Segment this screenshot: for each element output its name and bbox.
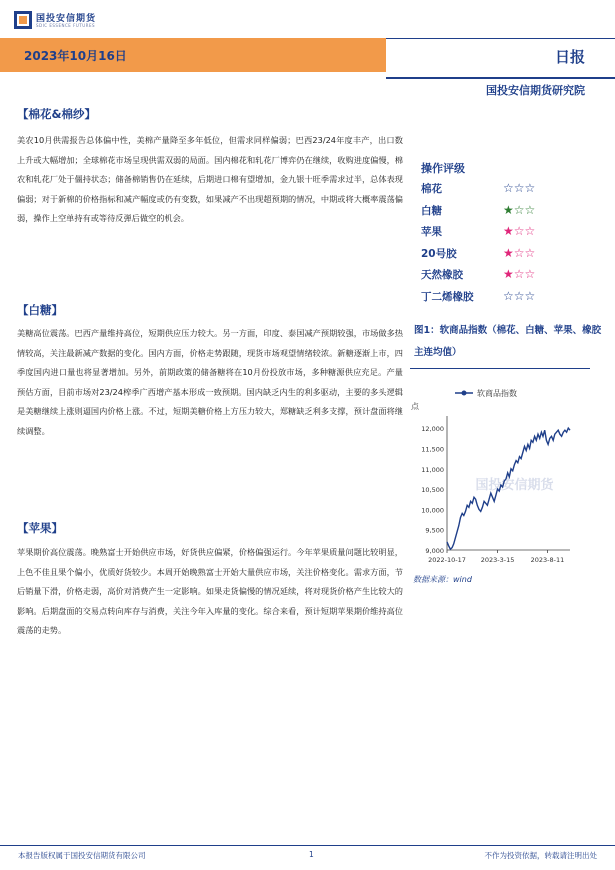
legend-marker	[462, 391, 467, 396]
header-rule	[386, 77, 615, 79]
y-tick-label: 11,000	[421, 465, 444, 474]
report-type: 日报	[554, 48, 585, 66]
rating-stars: ★☆☆	[503, 224, 536, 238]
y-tick-label: 10,000	[421, 506, 444, 515]
rating-name: 丁二烯橡胶	[421, 290, 474, 303]
page-number: 1	[309, 850, 314, 859]
rating-row	[421, 203, 581, 223]
y-tick-label: 9,000	[425, 547, 444, 555]
x-tick-label: 2023-3-15	[480, 556, 515, 564]
rating-stars: ★☆☆	[503, 245, 536, 260]
figure-title: 图1：软商品指数（棉花、白糖、苹果、橡胶主连均值）	[414, 325, 602, 358]
y-tick-label: 10,500	[421, 486, 444, 495]
rating-name: 白糖	[421, 204, 442, 217]
ratings-title: 操作评级	[421, 162, 465, 175]
logo-subtitle: SDIC ESSENCE FUTURES	[36, 23, 96, 28]
figure-rule	[410, 368, 590, 369]
rating-name: 天然橡胶	[421, 269, 463, 281]
section-text-cotton: 美农10月供需报告总体偏中性，美棉产量降至多年低位，但需求同样偏弱；巴西23/24年度丰产，出口数上升或大幅增加；全球棉花市场呈现供需双弱的局面。国内棉花和轧花厂博弈仍在继续，收购进度偏慢，棉农和轧花厂处于僵持状态；储备棉销售仍在延续，后期进口棉有望增加，金九银十旺季需求过半，总体表现偏弱；对于新棉的价格指标和减产幅度或仍有变数，如果减产不出现超预期的情况，中期或将大概率震荡偏弱，操作上空单持有或等待反弹后做空的机会。	[17, 135, 403, 223]
rating-row	[421, 181, 581, 201]
rating-stars: ★☆☆	[503, 202, 536, 217]
rating-name: 棉花	[421, 183, 442, 195]
rating-row	[421, 224, 581, 244]
rating-name: 20号胶	[421, 247, 457, 260]
x-tick-label: 2023-8-11	[530, 556, 565, 564]
logo-icon	[14, 11, 32, 29]
footer-disclaimer: 不作为投资依据，转载请注明出处	[484, 851, 597, 860]
footer-rule	[0, 845, 615, 846]
section-text-apple: 苹果期价高位震荡。晚熟富士开始供应市场，好货供应偏紧，价格偏强运行。今年苹果质量问题比较明显，上色不佳且果个偏小，优质好货较少。本周开始晚熟富士开始大量供应市场，关注价格变化。需求方面，节后销量下滑，价格走弱，高价对消费产生一定影响。如果走货偏慢的情况延续，将对现货价格产生比较大的影响。后期盘面的交易点转向库存与消费，关注今年入库量的变化。综合来看，预计短期苹果期价维持高位震荡的走势。	[17, 547, 403, 635]
report-date: 2023年10月16日	[24, 49, 127, 63]
data-source: 数据来源：wind	[413, 575, 472, 584]
y-tick-label: 12,000	[421, 425, 444, 434]
section-title-apple: 【苹果】	[17, 521, 63, 535]
rating-stars: ☆☆☆	[503, 288, 536, 303]
section-text-sugar: 美糖高位震荡。巴西产量维持高位，短期供应压力较大。另一方面，印度、泰国减产预期较强，市场做多热情较高，关注最新减产数据的变化。国内方面，价格走势跟随，现货市场观望情绪较浓。新糖逐渐上市，四季度国内进口量也将显著增加。另外，前期政策的储备糖将在10月份投放市场，多种糖源供应充足。产量预估方面，目前市场对23/24榨季广西增产基本形成一致预期。国内缺乏内生的利多驱动，主要的多头逻辑是美糖继续上涨则逼国内价格上涨。不过，短期美糖价格上方压力较大，郑糖缺乏利多支撑，预计盘面将继续调整。	[17, 328, 403, 436]
y-tick-label: 9,500	[425, 526, 444, 535]
logo	[14, 8, 114, 32]
soft-commodity-chart	[405, 378, 585, 570]
y-axis-unit: 点	[411, 402, 419, 411]
rating-row	[421, 289, 581, 309]
rating-row	[421, 267, 581, 287]
section-title-cotton: 【棉花&棉纱】	[17, 107, 97, 121]
rating-name: 苹果	[421, 226, 442, 238]
rating-row	[421, 246, 581, 266]
section-title-sugar: 【白糖】	[17, 303, 63, 317]
institute-name: 国投安信期货研究院	[486, 84, 585, 97]
logo-name: 国投安信期货	[36, 14, 97, 24]
legend-label: 软商品指数	[477, 389, 517, 398]
y-tick-label: 11,500	[421, 445, 444, 454]
x-tick-label: 2022-10-17	[428, 556, 466, 564]
chart-watermark: 国投安信期货	[475, 478, 554, 493]
rating-stars: ★☆☆	[503, 267, 536, 281]
footer-copyright: 本报告版权属于国投安信期货有限公司	[18, 851, 146, 860]
rating-stars: ☆☆☆	[503, 181, 536, 195]
